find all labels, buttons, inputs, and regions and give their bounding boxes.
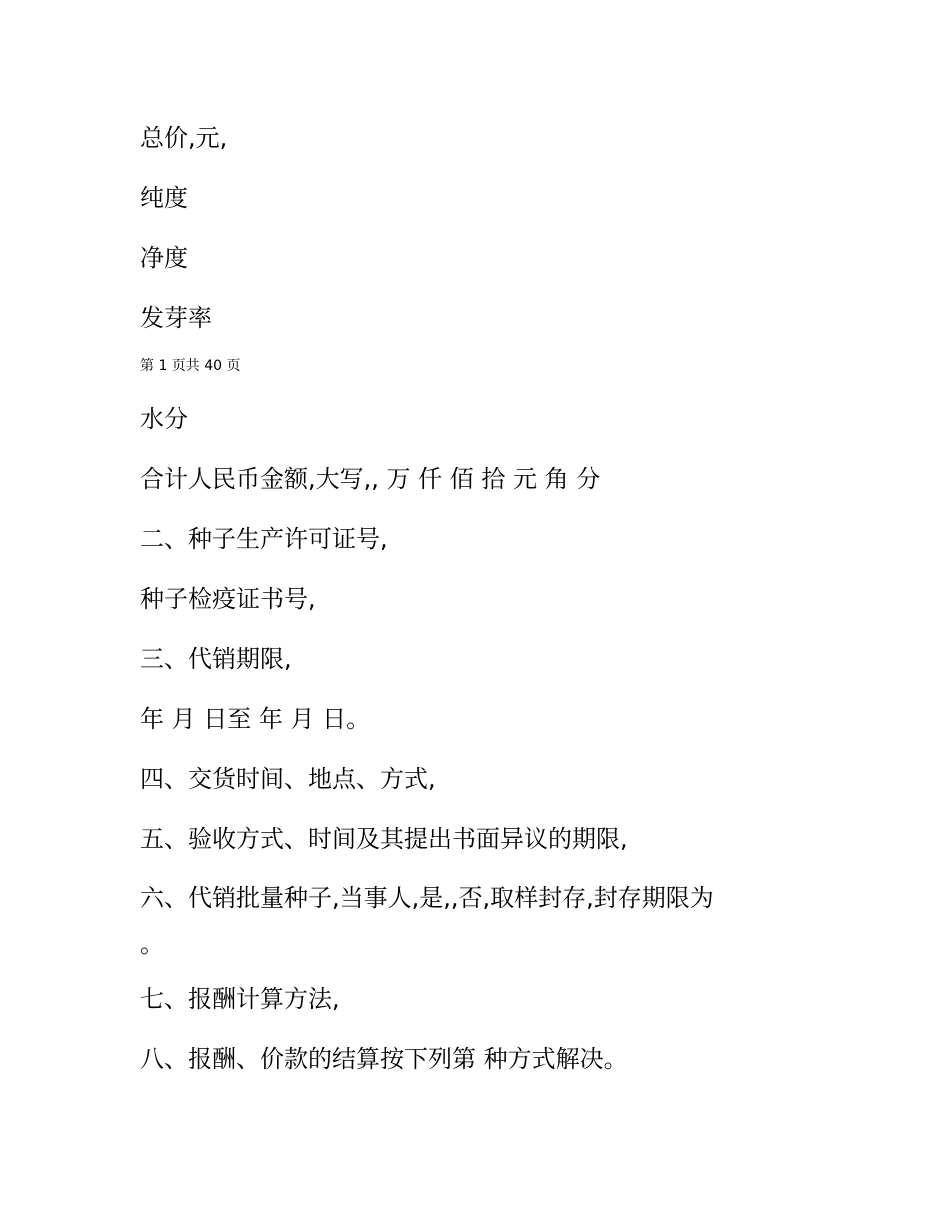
cleanliness-line: 净度	[140, 244, 188, 272]
section-2-line: 二、种子生产许可证号,	[140, 525, 388, 553]
moisture-line: 水分	[140, 405, 188, 433]
purity-line: 纯度	[140, 184, 188, 212]
quarantine-cert-line: 种子检疫证书号,	[140, 585, 316, 613]
section-6-continuation: 。	[140, 930, 164, 958]
section-8-line: 八、报酬、价款的结算按下列第 种方式解决。	[140, 1045, 628, 1073]
section-6-line: 六、代销批量种子,当事人,是,,否,取样封存,封存期限为	[140, 884, 714, 912]
section-3-line: 三、代销期限,	[140, 645, 292, 673]
page-footer: 第 1 页共 40 页	[140, 358, 241, 374]
total-amount-line: 合计人民币金额,大写,, 万 仟 佰 拾 元 角 分	[140, 465, 601, 493]
section-4-line: 四、交货时间、地点、方式,	[140, 765, 436, 793]
total-price-line: 总价,元,	[140, 124, 228, 152]
germination-rate-line: 发芽率	[140, 304, 212, 332]
date-range-line: 年 月 日至 年 月 日。	[140, 705, 371, 733]
section-5-line: 五、验收方式、时间及其提出书面异议的期限,	[140, 825, 628, 853]
section-7-line: 七、报酬计算方法,	[140, 985, 340, 1013]
